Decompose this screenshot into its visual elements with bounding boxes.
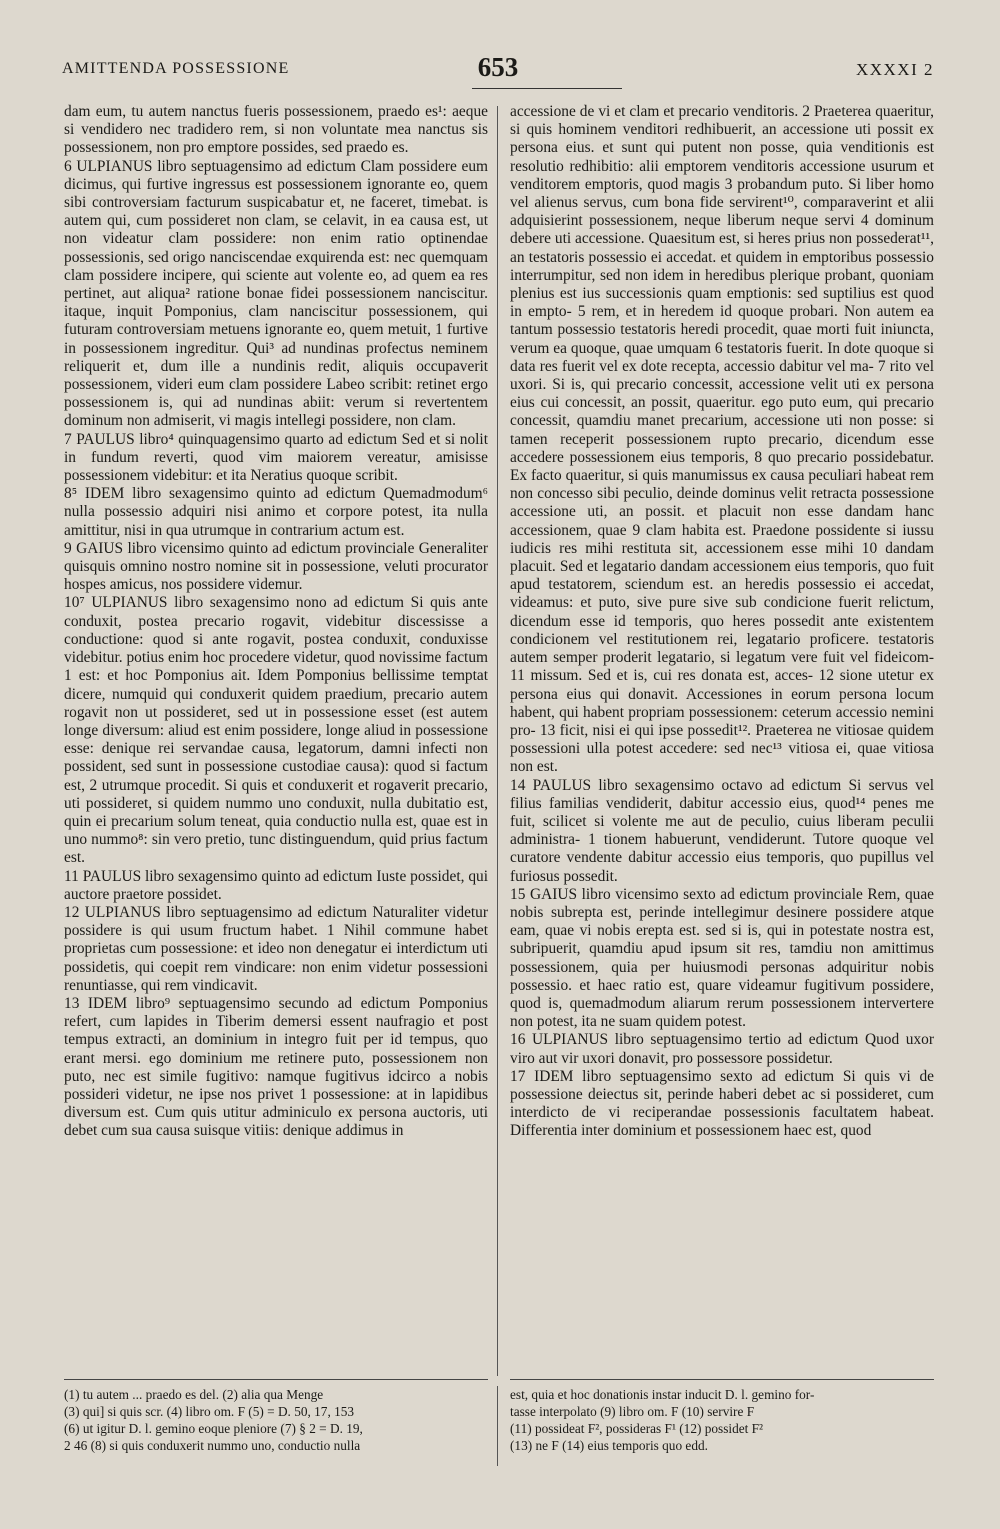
paragraph: 17 IDEM libro septuagensimo sexto ad edictum Si quis vi de possessione deiectus sit, perinde haberi debet ac si possideret, cum interdicto de vi reciperandae possessionis facultatem habeat. Differentia inter dominium et possessionem haec est, quod [510,1067,934,1140]
page-number: 653 [477,52,519,82]
running-header [62,52,934,88]
paragraph: 11 PAULUS libro sexagensimo quinto ad edictum Iuste possidet, qui auctore praetore possidet. [64,867,488,903]
paragraph: 6 ULPIANUS libro septuagensimo ad edictum Clam possidere eum dicimus, qui furtive ingressus est possessionem ignorante eo, quem sibi controversiam facturum suspicabatur et, ne faceret, timebat. is autem qui, cum possideret non clam, se celavit, in ea causa est, ut non videatur clam possidere: non enim ratio optinendae possessionis, sed origo nanciscendae exquirenda est: nec quemquam clam possidere incipere, qui sciente aut volente eo, ad quem ea res pertinet, aut aliqua² ratione bonae fidei possessionem nanciscitur. itaque, inquit Pomponius, clam nanciscitur possessionem, qui futuram controversiam metuens ignorante eo, quem metuit, 1 furtive in possessionem ingreditur. Qui³ ad nundinas profectus neminem reliquerit et, dum ille a nundinis redit, aliquis occupaverit possessionem, videri eum clam possidere Labeo scribit: retinet ergo possessionem is, qui ad nundinas abiit: verum si revertentem dominum non admiserit, vi magis intellegi possidere, non clam. [64,157,488,430]
footnote-divider [497,1386,498,1466]
footnote-line: 2 46 (8) si quis conduxerit nummo uno, conductio nulla [64,1438,361,1453]
paragraph: 7 PAULUS libro⁴ quinquagensimo quarto ad edictum Sed et si nolit in fundum reverti, quod vim maiorem vereatur, amisisse possessionem videbitur: et ita Neratius quoque scribit. [64,430,488,485]
header-rule [472,88,622,89]
section-reference: XXXXI 2 [855,60,934,79]
paragraph: 10⁷ ULPIANUS libro sexagensimo nono ad edictum Si quis ante conduxit, postea precario rogavit, videbitur discessisse a conductione: quod si ante rogavit, postea conduxit, conduxisse videbitur. potius enim hoc procedere videtur, quod novissime factum 1 est: et hoc Pomponius ait. Idem Pomponius bellissime temptat dicere, numquid qui conduxerit quidem praedium, precario autem rogavit non ut possideret, sed ut in possessione esset (est autem longe diversum: aliud est enim possidere, longe aliud in possessione esse: denique rei servandae causa, legatorum, damni infecti non possident, sed sunt in possessione custodiae causa): quod si factum est, 2 utrumque procedit. Si quis et conduxerit et rogaverit precario, uti possideret, si quidem nummo uno conduxit, nulla dubitatio est, quin ei precarium solum teneat, quia conductio nulla est, quae est in uno nummo⁸: sin vero pretio, tunc distinguendum, quid prius factum est. [64,594,488,867]
footnote-rule [510,1379,934,1380]
paragraph: 15 GAIUS libro vicensimo sexto ad edictum provinciale Rem, quae nobis subrepta est, perinde intellegimur desinere possidere atque eam, quae vi nobis erepta est. sed si is, qui in potestate nostra est, subripuerit, quamdiu apud ipsum sit res, tamdiu non amittimus possessionem, quia per huiusmodi personas adquiritur nobis possessio. et haec ratio est, quare videamur fugitivum possidere, quod is, quemadmodum aliarum rerum possessionem intervertere non potest, ita ne suam quidem potest. [510,885,934,1031]
right-text-column [510,103,934,1141]
footnotes-left [64,1386,488,1454]
left-text-column [64,103,488,1141]
footnote-rule [64,1379,488,1380]
paragraph: 8⁵ IDEM libro sexagensimo quinto ad edictum Quemadmodum⁶ nulla possessio adquiri nisi animo et corpore potest, ita nulla amittitur, nisi in qua utrumque in contrarium actum est. [64,485,488,539]
paragraph: accessione de vi et clam et precario venditoris. 2 Praeterea quaeritur, si quis hominem venditori redhibuerit, an accessione uti possit ex persona eius. et sunt qui putent non posse, quia venditionis est resolutio redhibitio: alii emptorem venditoris accessione usurum et venditorem emptoris, quod magis 3 probandum puto. Si liber homo vel alienus servus, cum bona fide servirent¹⁰, comparaverint et alii adquisierint possessionem, neque liberum neque servi 4 dominum debere uti accessione. Quaesitum est, si heres prius non possederat¹¹, an testatoris possessio ei accedat. et quidem in emptoribus possessio interrumpitur, sed non idem in heredibus plerique probant, quoniam plenius est ius successionis quam emptionis: sed suptilius est quod in empto- 5 rem, et in heredem id quoque probari. Non autem ea tantum possessio testatoris heredi procedit, quae morti fuit iniuncta, verum ea quoque, quae umquam 6 testatoris fuerit. In dote quoque si data res fuerit vel ex dote recepta, accessio dabitur vel ma- 7 rito vel uxori. Si is, qui precario concessit, accessione velit uti ex persona eius cui concessit, an possit, quaeritur. ego puto eum, qui precario concessit, quamdiu manet precarium, accessione uti non posse: si tamen receperit possessionem rupto precario, dicendum esse accedere possessionem eius temporis, 8 quo precario possidebatur. Ex facto quaeritur, si quis manumissus ex causa peculiari habeat rem non concesso sibi peculio, deinde dominus velit retracta possessione accessione uti, an possit. et placuit non esse dandam hanc accessionem, quae 9 clam habita est. Praedone possidente si iussu iudicis res mihi restituta sit, accessionem esse mihi 10 dandam placuit. Sed et legatario dandam accessionem eius temporis, quo fuit apud testatorem, sciendum est. an heredis possessio ei accedat, videamus: et puto, sive pure sive sub condicione fuerit relictum, dicendum esse id temporis, quo heres possedit ante existentem condicionem vel restitutionem rei, legatario proficere. testatoris autem semper proderit legatario, si legatum vere fuit vel fideicom- 11 missum. Sed et is, cui res donata est, acces- 12 sione utetur ex persona eius qui donavit. Accessiones in eorum persona locum habent, qui habent propriam possessionem: ceterum accessio nemini pro- 13 ficit, nisi ei qui ipse possedit¹². Praeterea ne vitiosae quidem possessioni ulla potest accedere: sed nec¹³ vitiosa ei, quae vitiosa non est. [510,103,934,776]
footnote-line: (1) tu autem ... praedo es del. (2) alia qua Menge [64,1387,324,1402]
footnote-line: (11) possideat F², possideras F¹ (12) possidet F² [510,1421,764,1436]
paragraph: 9 GAIUS libro vicensimo quinto ad edictum provinciale Generaliter quisquis omnino nostro nomine sit in possessione, veluti procurator hospes amicus, nos possidere videmur. [64,539,488,594]
column-divider [497,106,498,1376]
footnote-line: tasse interpolato (9) libro om. F (10) servire F [510,1404,755,1419]
paragraph: dam eum, tu autem nanctus fueris possessionem, praedo es¹: aeque si vendidero nec tradidero rem, si non voluntate mea nanctus sis possessionem, non pro emptore possides, sed praedo es. [64,103,488,157]
footnote-line: (6) ut igitur D. l. gemino eoque pleniore (7) § 2 = D. 19, [64,1421,363,1436]
paragraph: 14 PAULUS libro sexagensimo octavo ad edictum Si servus vel filius familias vendiderit, dabitur accessio eius, quod¹⁴ penes me fuit, scilicet si volente me aut de peculio, cuius liberam peculii administra- 1 tionem habuerunt, vendiderunt. Tutore quoque vel curatore vendente dabitur accessio eius temporis, quo pupillus vel furiosus possedit. [510,776,934,885]
footnote-line: est, quia et hoc donationis instar inducit D. l. gemino for- [510,1387,815,1402]
footnote-line: (3) qui] si quis scr. (4) libro om. F (5) = D. 50, 17, 153 [64,1404,355,1419]
paragraph: 12 ULPIANUS libro septuagensimo ad edictum Naturaliter videtur possidere is qui usum fructum habet. 1 Nihil commune habet proprietas cum possessione: et ideo non denegatur ei interdictum uti possidetis, qui coepit rem vindicare: non enim videtur possessioni renuntiasse, qui rem vindicavit. [64,903,488,994]
paragraph: 16 ULPIANUS libro septuagensimo tertio ad edictum Quod uxor viro aut vir uxori donavit, pro possessore possidetur. [510,1031,934,1067]
paragraph: 13 IDEM libro⁹ septuagensimo secundo ad edictum Pomponius refert, cum lapides in Tiberim demersi essent naufragio et post tempus extracti, an dominium in integro fuit per id tempus, quo erant mersi. ego dominium me retinere puto, possessionem non puto, nec est simile fugitivo: namque fugitivus idcirco a nobis possideri videtur, ne ipse nos privet 1 possessione: at in lapidibus diversum est. Cum quis utitur adminiculo ex persona auctoris, uti debet cum sua causa suisque vitiis: denique addimus in [64,994,488,1140]
footnotes-right [510,1386,934,1454]
running-title: AMITTENDA POSSESSIONE [62,60,290,77]
footnote-line: (13) ne F (14) eius temporis quo edd. [510,1438,708,1453]
